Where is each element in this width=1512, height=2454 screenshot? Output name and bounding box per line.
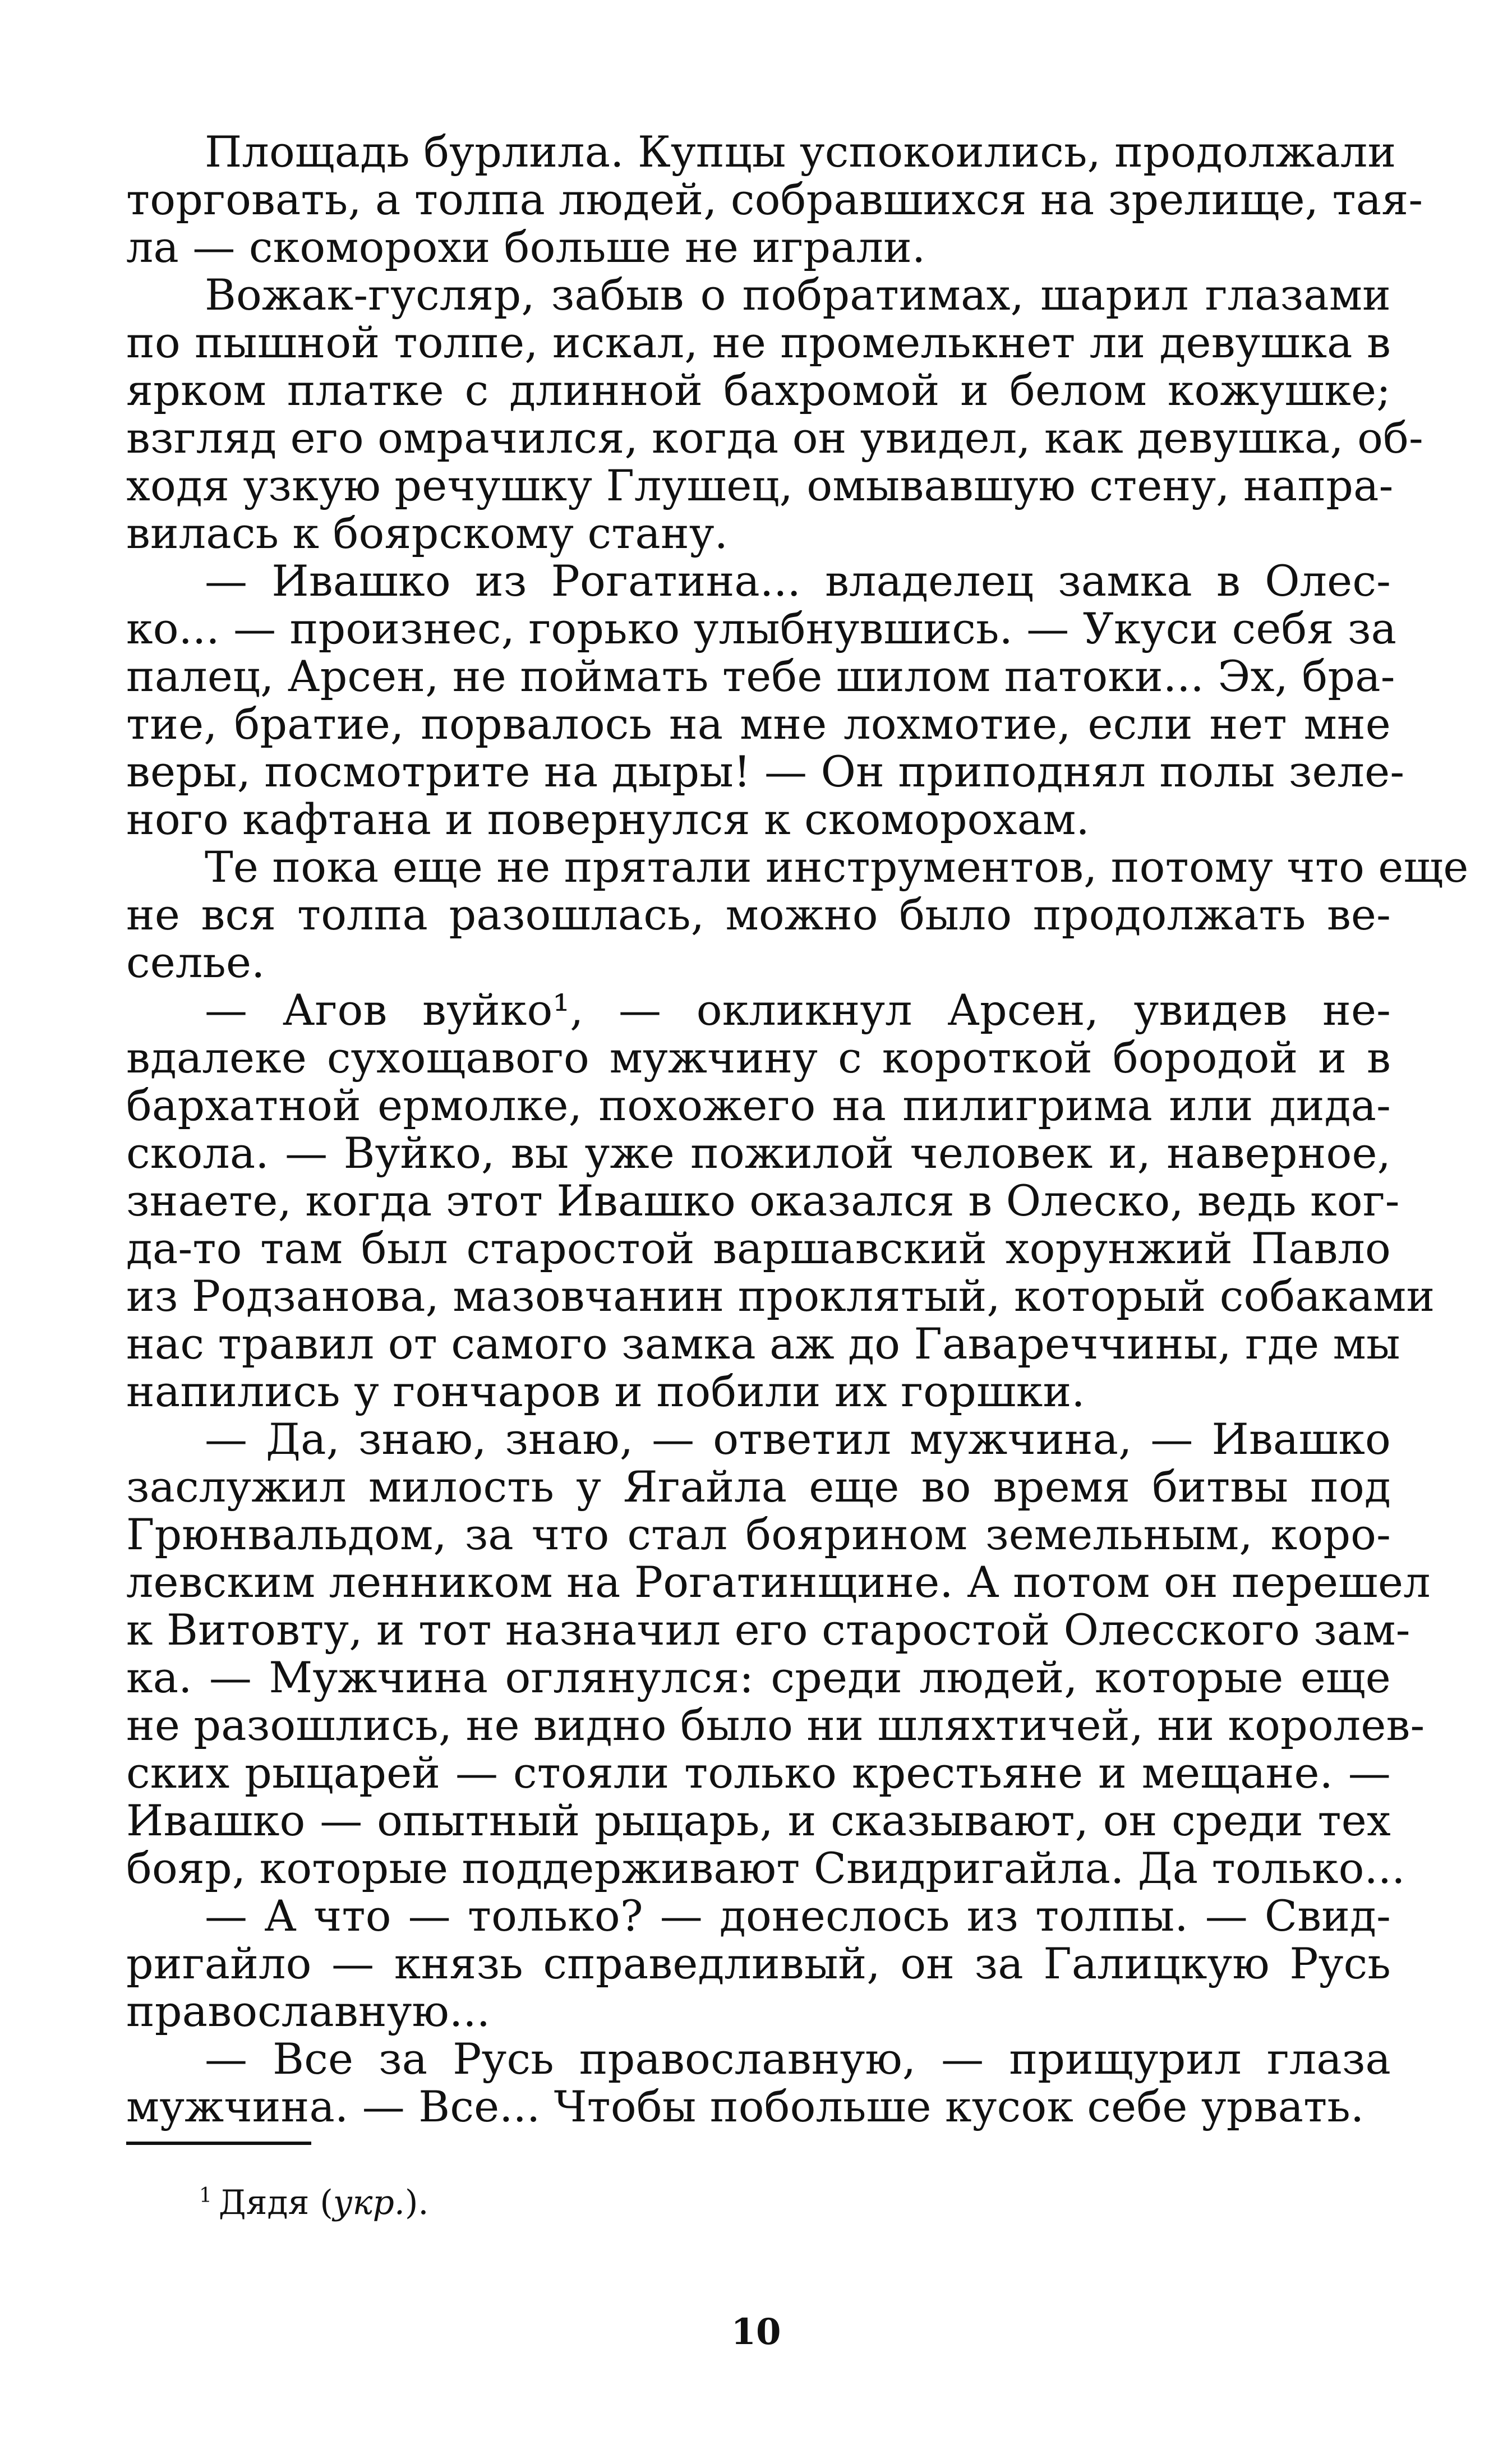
footnote-language: укр. — [333, 2183, 405, 2222]
text-line: ригайло — князь справедливый, он за Галицкую Русь — [126, 1939, 1391, 1988]
text-line: Те пока еще не прятали инструментов, потому что еще — [205, 842, 1469, 892]
paragraph — [126, 842, 1469, 987]
text-line: — Да, знаю, знаю, — ответил мужчина, — Ивашко — [205, 1414, 1391, 1464]
paragraph — [126, 985, 1435, 1416]
text-line: к Витовту, и тот назначил его старостой Олесского зам- — [126, 1605, 1410, 1655]
text-line: православную... — [126, 1986, 491, 2036]
footnote — [199, 2176, 428, 2222]
text-line: нас травил от самого замка аж до Гавареччины, где мы — [126, 1319, 1400, 1369]
text-line: веры, посмотрите на дыры! — Он приподнял полы зеле- — [126, 747, 1405, 796]
text-line: — Все за Русь православную, — прищурил глаза — [205, 2034, 1391, 2084]
text-line: вилась к боярскому стану. — [126, 508, 729, 558]
text-line: из Родзанова, мазовчанин проклятый, который собаками — [126, 1271, 1435, 1321]
text-line: ка. — Мужчина оглянулся: среди людей, которые еще — [126, 1652, 1391, 1702]
text-line: селье. — [126, 937, 265, 987]
text-line: торговать, а толпа людей, собравшихся на зрелище, тая- — [126, 174, 1423, 224]
paragraph — [126, 556, 1405, 844]
footnote-rule — [126, 2142, 311, 2145]
text-line: ярком платке с длинной бахромой и белом кожушке; — [126, 365, 1391, 415]
page-number: 10 — [731, 2311, 781, 2353]
paragraph — [126, 1892, 1391, 2035]
text-line: мужчина. — Все... Чтобы побольше кусок себе урвать. — [126, 2082, 1365, 2131]
text-line: не вся толпа разошлась, можно было продолжать ве- — [126, 890, 1391, 940]
text-line: заслужил милость у Ягайла еще во время битвы под — [126, 1462, 1391, 1512]
text-line: ного кафтана и повернулся к скоморохам. — [126, 794, 1090, 844]
paragraph — [126, 270, 1423, 558]
text-line: палец, Арсен, не поймать тебе шилом патоки... Эх, бра- — [126, 651, 1395, 701]
paragraph — [126, 127, 1423, 272]
footnote-mark: 1 — [199, 2184, 212, 2207]
text-line: не разошлись, не видно было ни шляхтичей, ни королев- — [126, 1700, 1425, 1750]
text-line: — Агов вуйко¹, — окликнул Арсен, увидев не- — [205, 985, 1391, 1035]
paragraph — [126, 1414, 1431, 1893]
footnote-text: Дядя ( — [218, 2183, 333, 2222]
text-line: ских рыцарей — стояли только крестьяне и мещане. — — [126, 1748, 1391, 1798]
text-line: — А что — только? — донеслось из толпы. — Свид- — [205, 1891, 1391, 1941]
text-line: скола. — Вуйко, вы уже пожилой человек и, наверное, — [126, 1128, 1391, 1178]
text-line: Площадь бурлила. Купцы успокоились, продолжали — [205, 127, 1396, 177]
text-line: тие, братие, порвалось на мне лохмотие, если нет мне — [126, 699, 1391, 749]
text-line: знаете, когда этот Ивашко оказался в Олеско, ведь ког- — [126, 1176, 1400, 1226]
text-line: бархатной ермолке, похожего на пилигрима или дида- — [126, 1080, 1391, 1130]
text-line: взгляд его омрачился, когда он увидел, как девушка, об- — [126, 413, 1423, 463]
text-line: ко... — произнес, горько улыбнувшись. — Укуси себя за — [126, 604, 1397, 653]
text-line: вдалеке сухощавого мужчину с короткой бородой и в — [126, 1033, 1391, 1083]
footnote-close: ). — [404, 2183, 429, 2222]
paragraph — [126, 2035, 1391, 2130]
text-line: напились у гончаров и побили их горшки. — [126, 1366, 1085, 1416]
text-line: Вожак-гусляр, забыв о побратимах, шарил глазами — [205, 270, 1391, 320]
page-body — [126, 127, 1469, 2131]
text-line: — Ивашко из Рогатина... владелец замка в Олес- — [205, 556, 1391, 606]
text-line: по пышной толпе, искал, не промелькнет ли девушка в — [126, 317, 1391, 367]
text-line: ла — скоморохи больше не играли. — [126, 222, 926, 272]
text-line: Ивашко — опытный рыцарь, и сказывают, он среди тех — [126, 1795, 1391, 1845]
text-line: Грюнвальдом, за что стал боярином земельным, коро- — [126, 1509, 1391, 1559]
text-line: бояр, которые поддерживают Свидригайла. Да только... — [126, 1843, 1405, 1893]
text-line: да-то там был старостой варшавский хорунжий Павло — [126, 1223, 1391, 1273]
text-line: ходя узкую речушку Глушец, омывавшую стену, напра- — [126, 461, 1394, 510]
text-line: левским ленником на Рогатинщине. А потом он перешел — [126, 1557, 1431, 1607]
